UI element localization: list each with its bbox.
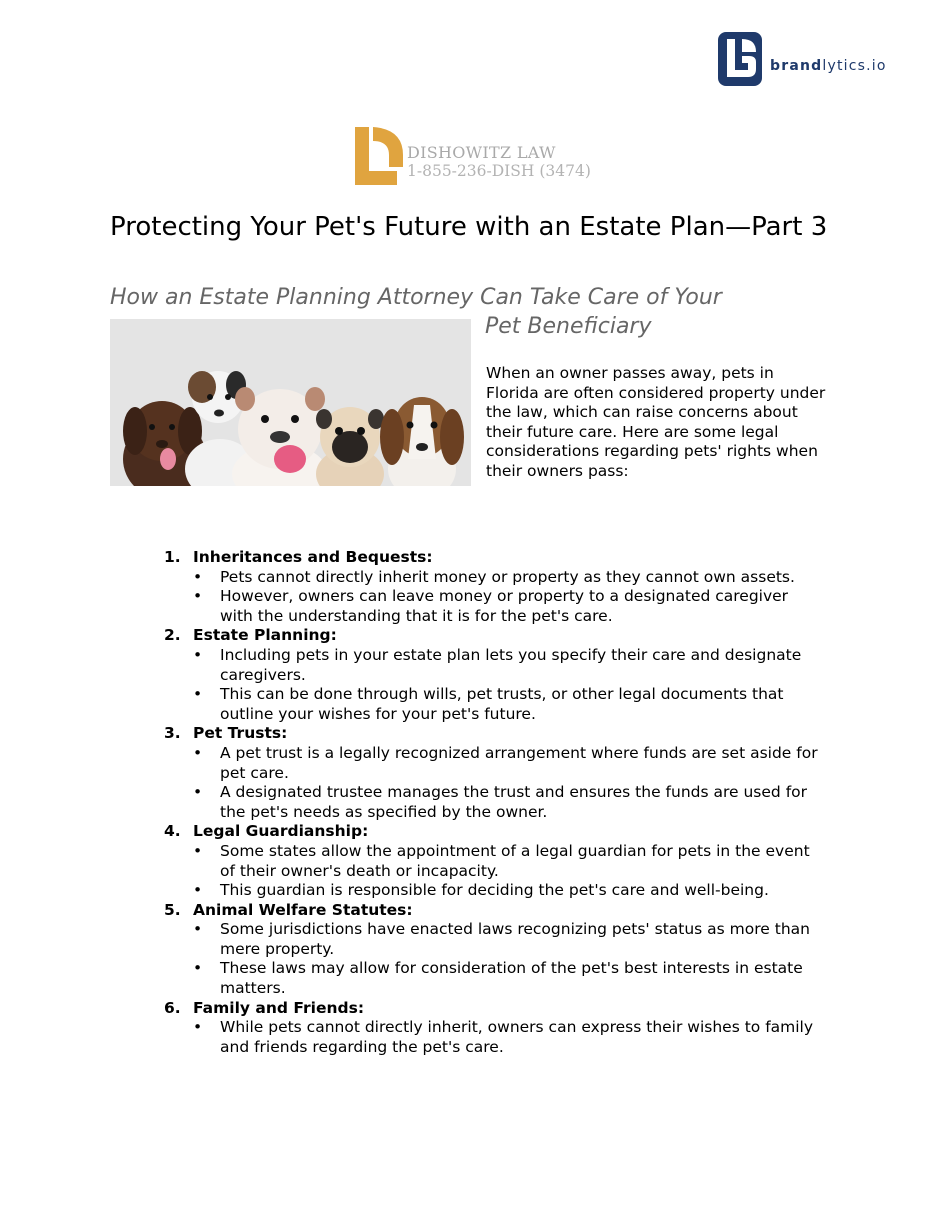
bullet-item: • These laws may allow for consideration of the pet's best interests in estate matters. — [193, 959, 820, 998]
bullet-item: • A pet trust is a legally recognized arrangement where funds are set aside for pet care. — [193, 744, 820, 783]
section-title: Inheritances and Bequests: — [193, 548, 433, 566]
list-item — [160, 901, 840, 999]
bullet-item: • Including pets in your estate plan lets you specify their care and designate caregivers. — [193, 646, 820, 685]
bullet-item: • This can be done through wills, pet trusts, or other legal documents that outline your wishes for your pet's future. — [193, 685, 820, 724]
subtitle-line-1: How an Estate Planning Attorney Can Take Care of Your — [110, 285, 722, 310]
section-title: Animal Welfare Statutes: — [193, 900, 413, 919]
bullet-item: • This guardian is responsible for deciding the pet's care and well-being. — [193, 881, 820, 901]
brandlytics-wordmark: brandlytics.io — [770, 58, 887, 74]
list-number: 5. — [164, 900, 181, 919]
list-item — [160, 626, 840, 724]
bullet-item: • While pets cannot directly inherit, owners can express their wishes to family and friends regarding the pet's care. — [193, 1018, 820, 1057]
list-item — [160, 724, 840, 822]
considerations-list — [160, 548, 840, 1057]
section-title: Estate Planning: — [193, 626, 337, 645]
subtitle-line-2: Pet Beneficiary — [485, 314, 652, 339]
bullet-item: • Some jurisdictions have enacted laws recognizing pets' status as more than mere property. — [193, 920, 820, 959]
puppies-photo-icon — [110, 319, 471, 486]
list-number: 1. — [164, 548, 181, 566]
list-number: 6. — [164, 998, 181, 1017]
section-title: Family and Friends: — [193, 998, 365, 1017]
list-item — [160, 999, 840, 1058]
list-item — [160, 548, 840, 626]
brandlytics-logo-icon — [718, 32, 762, 86]
intro-paragraph: When an owner passes away, pets in Florida are often considered property under the law, which can raise concerns about their future care. Here are some legal considerations regarding pets' rights when their owners pass: — [486, 364, 826, 480]
page-title: Protecting Your Pet's Future with an Estate Plan—Part 3 — [110, 212, 828, 242]
bullet-item: • A designated trustee manages the trust and ensures the funds are used for the pet's needs as specified by the owner. — [193, 783, 820, 822]
section-title: Legal Guardianship: — [193, 822, 369, 841]
dishowitz-logo-icon — [353, 125, 405, 187]
list-item — [160, 822, 840, 900]
bullet-item: • Pets cannot directly inherit money or property as they cannot own assets. — [193, 568, 820, 588]
firm-logo — [353, 125, 591, 187]
firm-phone: 1-855-236-DISH (3474) — [407, 162, 591, 180]
brandlytics-logo — [718, 32, 887, 86]
list-number: 3. — [164, 724, 181, 743]
bullet-item: • However, owners can leave money or property to a designated caregiver with the understanding that it is for the pet's care. — [193, 587, 820, 626]
list-number: 2. — [164, 626, 181, 645]
bullet-item: • Some states allow the appointment of a legal guardian for pets in the event of their owner's death or incapacity. — [193, 842, 820, 881]
puppies-photo — [110, 319, 471, 486]
section-title: Pet Trusts: — [193, 724, 288, 743]
list-number: 4. — [164, 822, 181, 841]
firm-name: DISHOWITZ LAW — [407, 143, 556, 162]
